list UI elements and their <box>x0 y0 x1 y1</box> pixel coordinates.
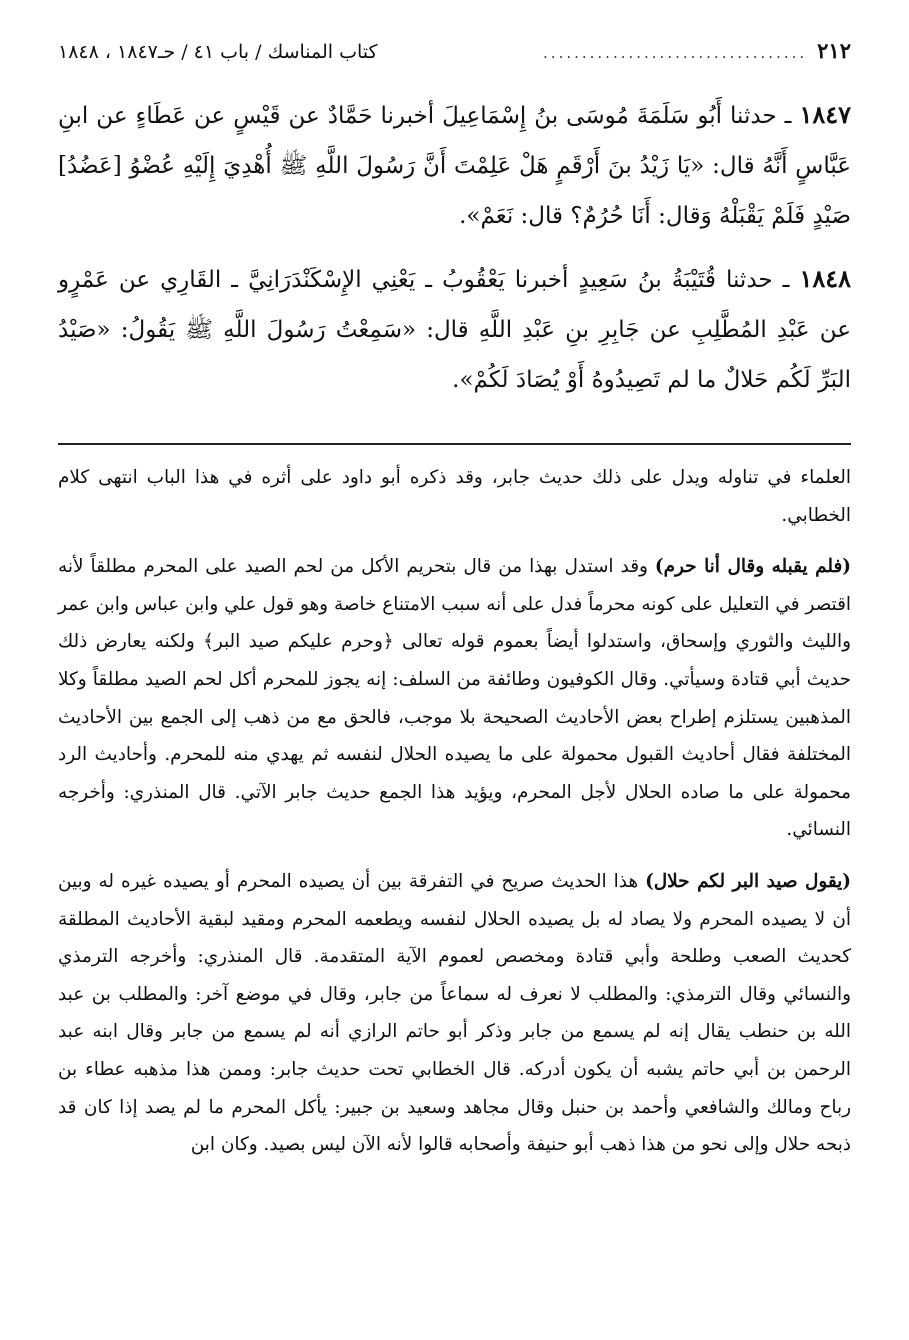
dot-leader: .................................. <box>543 44 808 62</box>
header-title: كتاب المناسك / باب ٤١ / حـ١٨٤٧ ، ١٨٤٨ <box>58 41 378 63</box>
hadith-text-section <box>58 90 851 405</box>
running-header <box>58 34 851 68</box>
hadith-text: ـ حدثنا قُتَيْبَةُ بنُ سَعِيدٍ أخبرنا يَعْقُوبُ ـ يَعْنِي الإِسْكَنْدَرَانِيَّ ـ القَارِي عن عَمْرٍو عن عَبْدِ المُطَّلِبِ عن جَابِرِ بنِ عَبْدِ اللَّهِ قال: «سَمِعْتُ رَسُولَ اللَّهِ ﷺ يَقُولُ: «صَيْدُ البَرِّ لَكُم حَلالٌ ما لم تَصِيدُوهُ أَوْ يُصَادَ لَكُمْ». <box>58 267 851 393</box>
hadith-number: ١٨٤٨ <box>799 264 851 293</box>
page-number: ٢١٢ <box>817 38 851 63</box>
commentary-text: هذا الحديث صريح في التفرقة بين أن يصيده المحرم أو يصيده غيره له وبين أن لا يصيده المحرم ولا يصاد له بل يصيده الحلال لنفسه ويطعمه المحرم ومقيد لبقية الأحاديث المطلقة كحديث الصعب وطلحة وأبي قتادة ومخصص لعموم الآية المتقدمة. قال المنذري: وأخرجه الترمذي والنسائي وقال الترمذي: والمطلب لا نعرف له سماعاً من جابر، وقال في موضع آخر: والمطلب بن عبد الله بن حنطب يقال إنه لم يسمع من جابر وذكر أبو حاتم الرازي أنه لم يسمع من جابر وقال ابنه عبد الرحمن بن أبي حاتم يشبه أن يكون أدركه. قال الخطابي تحت حديث جابر: وممن هذا مذهبه عطاء بن رباح ومالك والشافعي وأحمد بن حنبل وقال مجاهد وسعيد بن جبير: يأكل المحرم ما لم يصد إذا كان قد ذبحه حلال وإلى نحو من هذا ذهب أبو حنيفة وأصحابه قالوا لأنه الآن ليس بصيد. وكان ابن <box>58 870 851 1156</box>
hadith-number: ١٨٤٧ <box>799 100 851 129</box>
hadith-paragraph <box>58 90 851 241</box>
commentary-section <box>58 459 851 1164</box>
commentary-lemma: (فلم يقبله وقال أنا حرم) <box>654 556 851 578</box>
commentary-text: العلماء في تناوله ويدل على ذلك حديث جابر، وقد ذكره أبو داود على أثره في هذا الباب انتهى كلام الخطابي. <box>58 467 851 526</box>
commentary-paragraph <box>58 459 851 534</box>
footnote-divider <box>58 443 851 445</box>
commentary-paragraph <box>58 548 851 849</box>
book-page <box>58 34 851 1178</box>
commentary-text: وقد استدل بهذا من قال بتحريم الأكل من لحم الصيد على المحرم مطلقاً لأنه اقتصر في التعليل على كونه محرماً فدل على أنه سبب الامتناع خاصة وهو قول علي وابن عباس وابن عمر والليث والثوري وإسحاق، واستدلوا أيضاً بعموم قوله تعالى ﴿وحرم عليكم صيد البر﴾ ولكنه يعارض ذلك حديث أبي قتادة وسيأتي. وقال الكوفيون وطائفة من السلف: إنه يجوز للمحرم أكل لحم الصيد مطلقاً وكلا المذهبين يستلزم إطراح بعض الأحاديث الصحيحة بلا موجب، فالحق مع من ذهب إلى الجمع بين الأحاديث المختلفة فقال أحاديث القبول محمولة على ما يصيده الحلال لنفسه ثم يهدي منه للمحرم. وأحاديث الرد محمولة على ما صاده الحلال لأجل المحرم، ويؤيد هذا الجمع حديث جابر الآتي. قال المنذري: وأخرجه النسائي. <box>58 556 851 841</box>
commentary-lemma: (يقول صيد البر لكم حلال) <box>645 870 851 892</box>
hadith-text: ـ حدثنا أَبُو سَلَمَةَ مُوسَى بنُ إِسْمَاعِيلَ أخبرنا حَمَّادٌ عن قَيْسٍ عن عَطَاءٍ عن ابنِ عَبَّاسٍ أَنَّهُ قال: «يَا زَيْدُ بنَ أَرْقَمٍ هَلْ عَلِمْتَ أَنَّ رَسُولَ اللَّهِ ﷺ أُهْدِيَ إِلَيْهِ عُضْوُ [عَضُدُ] صَيْدٍ فَلَمْ يَقْبَلْهُ وَقال: أَنَا حُرُمٌ؟ قال: نَعَمْ». <box>58 103 851 229</box>
hadith-paragraph <box>58 254 851 405</box>
commentary-paragraph <box>58 863 851 1164</box>
